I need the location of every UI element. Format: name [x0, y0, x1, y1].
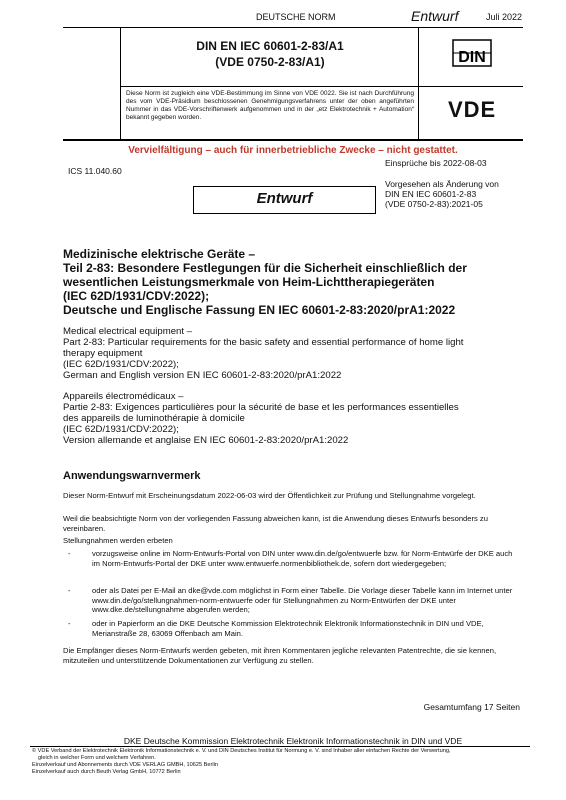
- replacement-line: Vorgesehen als Änderung von: [385, 179, 499, 189]
- replacement-info: [385, 179, 525, 209]
- publication-date: Juli 2022: [486, 12, 523, 22]
- vde-note: Diese Norm ist zugleich eine VDE-Bestimmung im Sinne von VDE 0022. Sie ist nach Durchführung des vom VDE-Präsidium beschlossenen Genehmigungsverfahrens unter der oben angeführten Nummer in das VDE-Vorschriftenwerk aufgenommen und in der „etz Elektrotechnik + Automation“ bekannt gegeben worden.: [126, 90, 414, 121]
- french-title: [63, 391, 523, 446]
- page-count: Gesamtumfang 17 Seiten: [423, 702, 520, 712]
- header-entwurf: Entwurf: [411, 8, 459, 24]
- title-line: Appareils électromédicaux –: [63, 391, 184, 402]
- norm-type-label: DEUTSCHE NORM: [256, 12, 336, 22]
- footer-line: © VDE Verband der Elektrotechnik Elektronik Informationstechnik e. V. und DIN Deutsches Institut für Normung e. V. sind Inhaber aller einfachen Rechte der Verwertung,: [32, 748, 451, 754]
- title-line: German and English version EN IEC 60601-2-83:2020/prA1:2022: [63, 370, 342, 381]
- german-title: [63, 247, 523, 317]
- standard-number: DIN EN IEC 60601-2-83/A1: [196, 39, 344, 53]
- english-title: [63, 326, 523, 381]
- replacement-line: (VDE 0750-2-83):2021-05: [385, 199, 483, 209]
- dke-label: DKE Deutsche Kommission Elektrotechnik Elektronik Informationstechnik in DIN und VDE: [123, 736, 463, 746]
- bullet-dash: -: [68, 586, 71, 595]
- title-line: Part 2-83: Particular requirements for the basic safety and essential performance of home light: [63, 337, 464, 348]
- copy-warning: Vervielfältigung – auch für innerbetriebliche Zwecke – nicht gestattet.: [128, 145, 458, 156]
- section-heading: Anwendungswarnvermerk: [63, 470, 201, 482]
- footer-line: gleich in welcher Form und welchem Verfahren.: [38, 755, 156, 761]
- objection-deadline: Einsprüche bis 2022-08-03: [385, 158, 487, 168]
- paragraph: Stellungnahmen werden erbeten: [63, 536, 173, 545]
- title-line: (IEC 62D/1931/CDV:2022);: [63, 359, 179, 370]
- title-line: Partie 2-83: Exigences particulières pour la sécurité de base et les performances essentielles: [63, 402, 459, 413]
- title-line: (IEC 62D/1931/CDV:2022);: [63, 424, 179, 435]
- footer-line: Einzelverkauf und Abonnements durch VDE VERLAG GMBH, 10625 Berlin: [32, 762, 218, 768]
- bullet-item: vorzugsweise online im Norm-Entwurfs-Portal von DIN unter www.din.de/go/entwuerfe bzw. für Norm-Entwürfe der DKE auch im Norm-Entwurfs-Portal der DKE unter www.entwuerfe.normenbibliothek.de, sofern dort wiedergegeben;: [92, 549, 513, 568]
- bullet-item: oder in Papierform an die DKE Deutsche Kommission Elektrotechnik Elektronik Informationstechnik in DIN und VDE, Merianstraße 28, 63069 Offenbach am Main.: [92, 619, 484, 638]
- paragraph: Dieser Norm-Entwurf mit Erscheinungsdatum 2022-06-03 wird der Öffentlichkeit zur Prüfung und Stellungnahme vorgelegt.: [63, 491, 476, 500]
- entwurf-stamp: Entwurf: [256, 190, 313, 207]
- bullet-item: oder als Datei per E-Mail an dke@vde.com möglichst in Form einer Tabelle. Die Vorlage dieser Tabelle kann im Internet unter www.din.de/go/stellungnahmen-norm-entwuerfe oder für Stellungnahmen zu Norm-Entwürfen der DKE unter www.dke.de/stellungnahme abgerufen werden;: [92, 586, 513, 614]
- rule: [63, 139, 523, 141]
- replacement-line: DIN EN IEC 60601-2-83: [385, 189, 477, 199]
- title-line: Version allemande et anglaise EN IEC 60601-2-83:2020/prA1:2022: [63, 435, 349, 446]
- title-line: Teil 2-83: Besondere Festlegungen für die Sicherheit einschließlich der: [63, 261, 467, 275]
- din-logo-text: DIN: [458, 49, 486, 66]
- footer-rule: [30, 746, 530, 747]
- bullet-dash: -: [68, 619, 71, 628]
- vde-number: (VDE 0750-2-83/A1): [215, 55, 325, 69]
- bullet-dash: -: [68, 549, 71, 558]
- title-line: Medizinische elektrische Geräte –: [63, 247, 256, 261]
- title-line: wesentlichen Leistungsmerkmale von Heim-Lichttherapiegeräten: [63, 275, 435, 289]
- title-line: des appareils de luminothérapie à domicile: [63, 413, 245, 424]
- title-line: (IEC 62D/1931/CDV:2022);: [63, 289, 210, 303]
- vde-logo: VDE: [448, 97, 497, 122]
- footer-line: Einzelverkauf auch durch Beuth Verlag GmbH, 10772 Berlin: [32, 769, 181, 775]
- title-line: Medical electrical equipment –: [63, 326, 193, 337]
- ics-code: ICS 11.040.60: [68, 166, 122, 176]
- paragraph: Die Empfänger dieses Norm-Entwurfs werden gebeten, mit ihren Kommentaren jegliche relevanten Patentrechte, die sie kennen, mitzuteilen und unterstützende Dokumentationen zur Verfügung zu stellen.: [63, 646, 497, 665]
- footer: [32, 748, 537, 776]
- din-logo: [452, 39, 492, 67]
- title-line: therapy equipment: [63, 348, 143, 359]
- title-line: Deutsche und Englische Fassung EN IEC 60601-2-83:2020/prA1:2022: [63, 303, 456, 317]
- paragraph: Weil die beabsichtigte Norm von der vorliegenden Fassung abweichen kann, ist die Anwendung dieses Entwurfs besonders zu vereinbaren.: [63, 514, 488, 533]
